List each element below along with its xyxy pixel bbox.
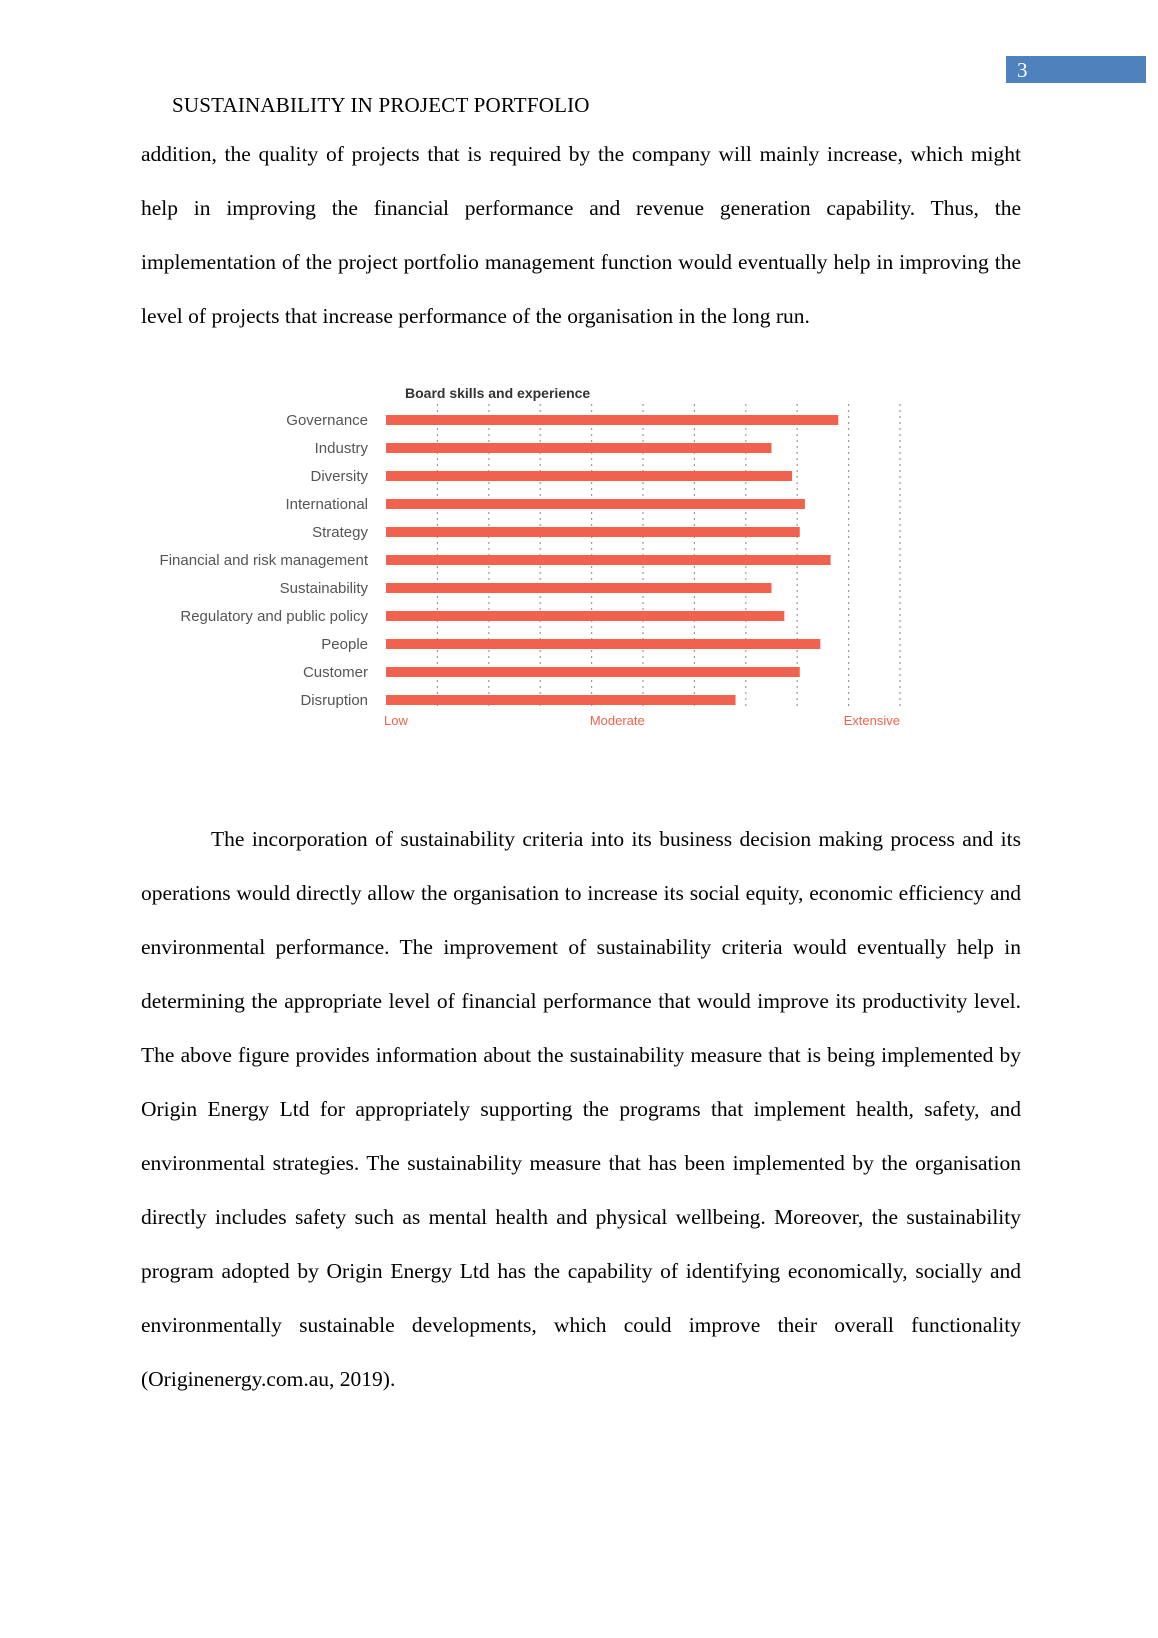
chart-category-label: People [321,636,368,653]
chart-bar [386,499,805,509]
chart-category-label: Financial and risk management [159,552,368,569]
body-paragraph-1: addition, the quality of projects that is required by the company will mainly increase, which might help in improving the financial performance and revenue generation capability. Thus, the implementation of the project portfolio management function would eventually help in improving the level of projects that increase performance of the organisation in the long run. [141,142,1021,328]
chart-category-label: Industry [314,440,368,457]
chart-category-label: Regulatory and public policy [180,608,368,625]
chart-bar [386,695,736,705]
running-head: SUSTAINABILITY IN PROJECT PORTFOLIO [172,93,590,117]
board-skills-chart [150,378,950,778]
chart-tick-label: Extensive [843,713,900,728]
body-paragraph-2: The incorporation of sustainability criteria into its business decision making process and its operations would directly allow the organisation to increase its social equity, economic efficiency and environmental performance. The improvement of sustainability criteria would eventually help in determining the appropriate level of financial performance that would improve its productivity level. The above figure provides information about the sustainability measure that is being implemented by Origin Energy Ltd for appropriately supporting the programs that implement health, safety, and environmental strategies. The sustainability measure that has been implemented by the organisation directly includes safety such as mental health and physical wellbeing. Moreover, the sustainability program adopted by Origin Energy Ltd has the capability of identifying economically, socially and environmentally sustainable developments, which could improve their overall functionality (Originenergy.com.au, 2019). [141,827,1021,1391]
chart-bar [386,471,792,481]
chart-bar [386,555,831,565]
chart-category-label: Sustainability [279,580,368,597]
chart-category-label: Disruption [300,692,368,709]
chart-axis-labels [384,713,900,728]
chart-bar [386,415,838,425]
chart-category-labels [160,412,369,709]
chart-tick-label: Low [384,713,408,728]
chart-title: Board skills and experience [405,385,591,401]
chart-bar [386,639,820,649]
chart-category-label: Governance [286,412,368,429]
chart-bar [386,527,800,537]
chart-bar [386,443,772,453]
chart-bar [386,667,800,677]
chart-category-label: International [285,496,368,513]
chart-bar [386,583,772,593]
chart-canvas [150,378,950,778]
page-number: 3 [1017,58,1028,82]
chart-bar [386,611,784,621]
chart-bars [386,415,838,705]
chart-category-label: Diversity [310,468,368,485]
chart-category-label: Strategy [312,524,368,541]
chart-tick-label: Moderate [589,713,645,728]
chart-category-label: Customer [302,664,368,681]
